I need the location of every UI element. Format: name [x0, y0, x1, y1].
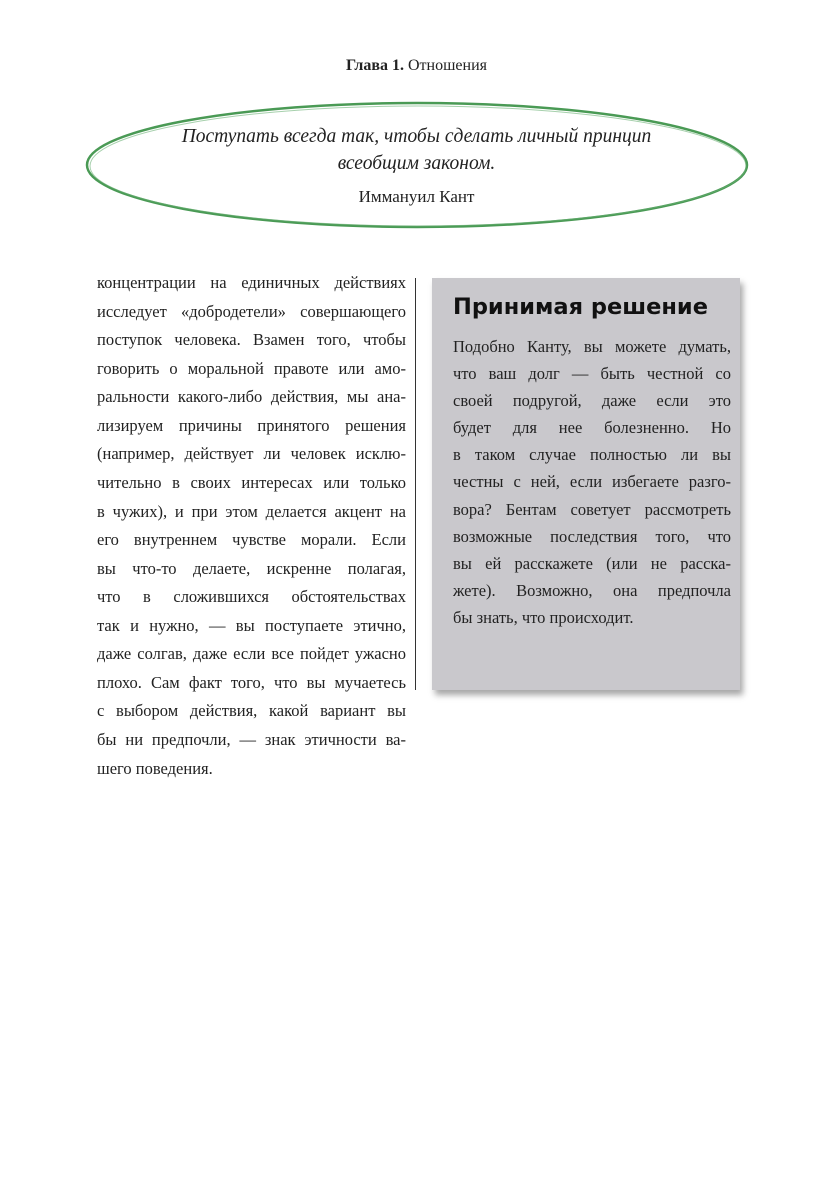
- epigraph-line: всеобщим законом.: [337, 153, 496, 174]
- text-line: вора? Бентам советует рассмотреть: [453, 499, 731, 519]
- text-line: честны с ней, если избегаете разго-: [453, 472, 731, 492]
- text-line: концентрации на единичных действиях: [97, 273, 406, 292]
- text-line: в таком случае полностью ли вы: [453, 445, 731, 465]
- text-line: Подобно Канту, вы можете думать,: [453, 337, 731, 356]
- text-line: шего поведения.: [97, 758, 213, 778]
- sidebar-title: Принимая решение: [453, 294, 708, 320]
- text-line: будет для нее болезненно. Но: [453, 418, 731, 438]
- text-line: возможные последствия того, что: [453, 526, 731, 546]
- text-line: с выбором действия, какой вариант вы: [97, 701, 406, 721]
- chapter-number: Глава 1.: [345, 57, 404, 74]
- text-line: плохо. Сам факт того, что вы мучаетесь: [97, 672, 406, 692]
- text-line: вы что-то делаете, искренне полагая,: [97, 558, 406, 578]
- epigraph-line: Поступать всегда так, чтобы сделать личный принцип: [181, 126, 652, 147]
- text-line: исследует «добродетели» совершающего: [97, 301, 406, 321]
- text-line: что в сложившихся обстоятельствах: [97, 587, 406, 607]
- running-head: [0, 57, 833, 75]
- epigraph-author: Иммануил Кант: [358, 187, 475, 206]
- text-line: (например, действует ли человек исклю-: [97, 444, 406, 464]
- text-line: лизируем причины принятого решения: [97, 415, 406, 435]
- text-line: так и нужно, — вы поступаете этично,: [97, 615, 406, 635]
- sidebar-text: [453, 333, 731, 631]
- text-line: чительно в своих интересах или только: [97, 472, 406, 492]
- text-line: бы знать, что происходит.: [453, 607, 634, 627]
- text-line: ральности какого-либо действия, мы ана-: [97, 387, 406, 407]
- main-text-column: [97, 269, 406, 783]
- text-line: поступок человека. Взамен того, чтобы: [97, 330, 406, 350]
- text-line: даже солгав, даже если все пойдет ужасно: [97, 644, 406, 664]
- column-divider: [415, 278, 416, 690]
- text-line: что ваш долг — быть честной со: [453, 364, 731, 384]
- text-line: в чужих), и при этом делается акцент на: [97, 501, 406, 521]
- chapter-title: Отношения: [407, 57, 487, 74]
- text-line: жете). Возможно, она предпочла: [453, 580, 731, 600]
- text-line: бы ни предпочли, — знак этичности ва-: [97, 730, 406, 749]
- text-line: его внутреннем чувстве морали. Если: [97, 530, 406, 550]
- text-line: говорить о моральной правоте или амо-: [97, 358, 406, 378]
- text-line: вы ей расскажете (или не расска-: [453, 553, 731, 573]
- text-line: своей подругой, даже если это: [453, 391, 731, 411]
